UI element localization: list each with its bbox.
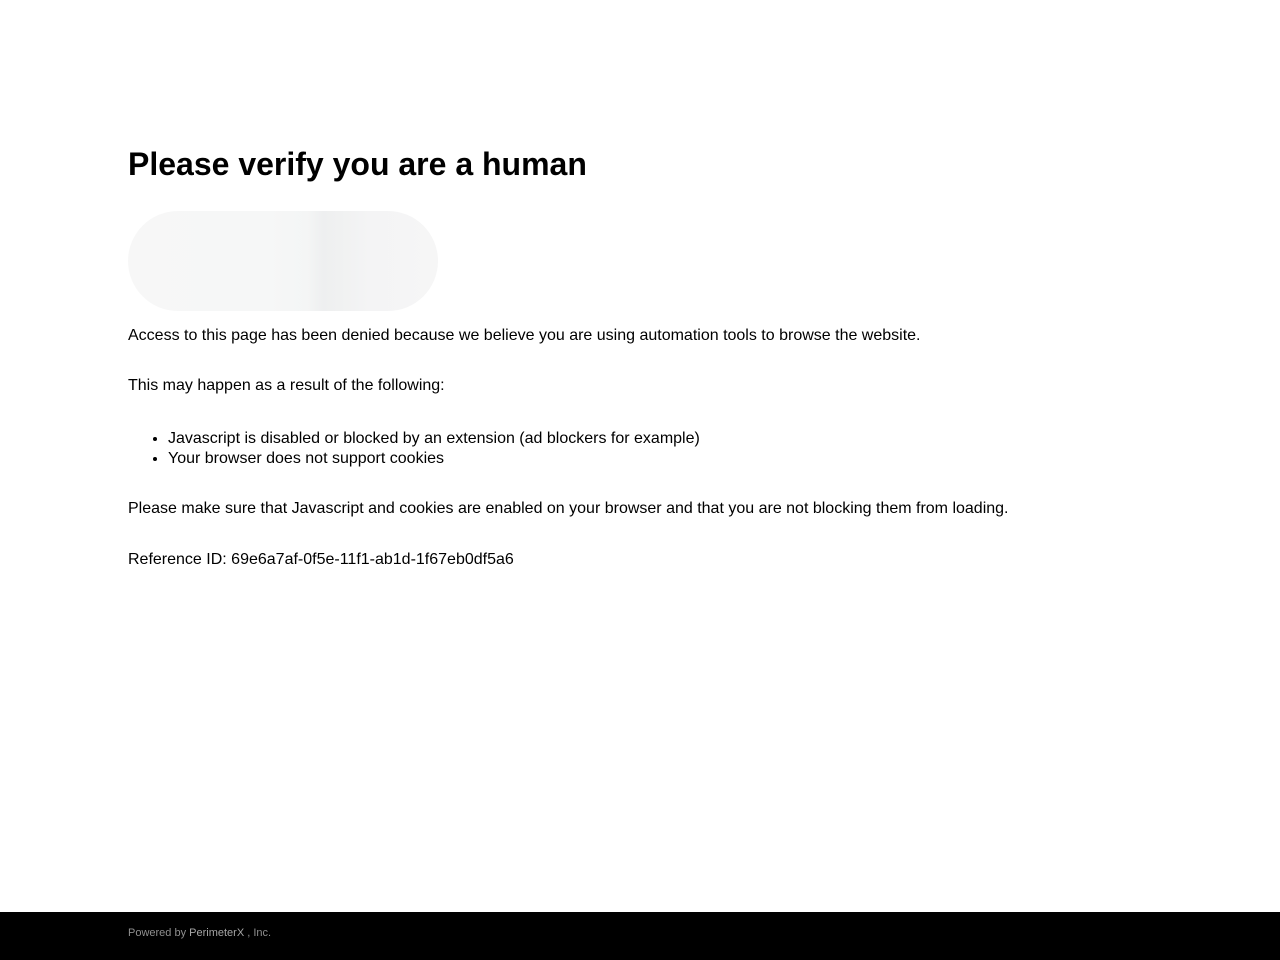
footer-suffix-text: , Inc. [247,927,272,939]
powered-by-line [128,927,1152,940]
reference-id-value: 69e6a7af-0f5e-11f1-ab1d-1f67eb0df5a6 [231,551,514,568]
access-denied-text: Access to this page has been denied because we believe you are using automation tools to browse the website. [128,327,921,344]
page-title: Please verify you are a human [128,146,587,182]
advice-text: Please make sure that Javascript and cookies are enabled on your browser and that you are not blocking them from loading. [128,500,1009,517]
reasons-list [128,429,1152,469]
page-footer-inner [128,912,1152,940]
list-item-cookies-unsupported: • Your browser does not support cookies [168,449,1152,469]
list-item-javascript-disabled: • Javascript is disabled or blocked by an extension (ad blockers for example) [168,429,1152,449]
powered-by-text: Powered by [128,927,187,939]
page-footer [0,912,1280,960]
press-and-hold-captcha-widget[interactable] [128,211,438,311]
reasons-heading: This may happen as a result of the following: [128,377,445,394]
perimeterx-link[interactable]: PerimeterX [189,927,245,939]
reference-id-line [128,551,1152,569]
reference-id-label: Reference ID: [128,551,227,568]
content [128,0,1152,569]
